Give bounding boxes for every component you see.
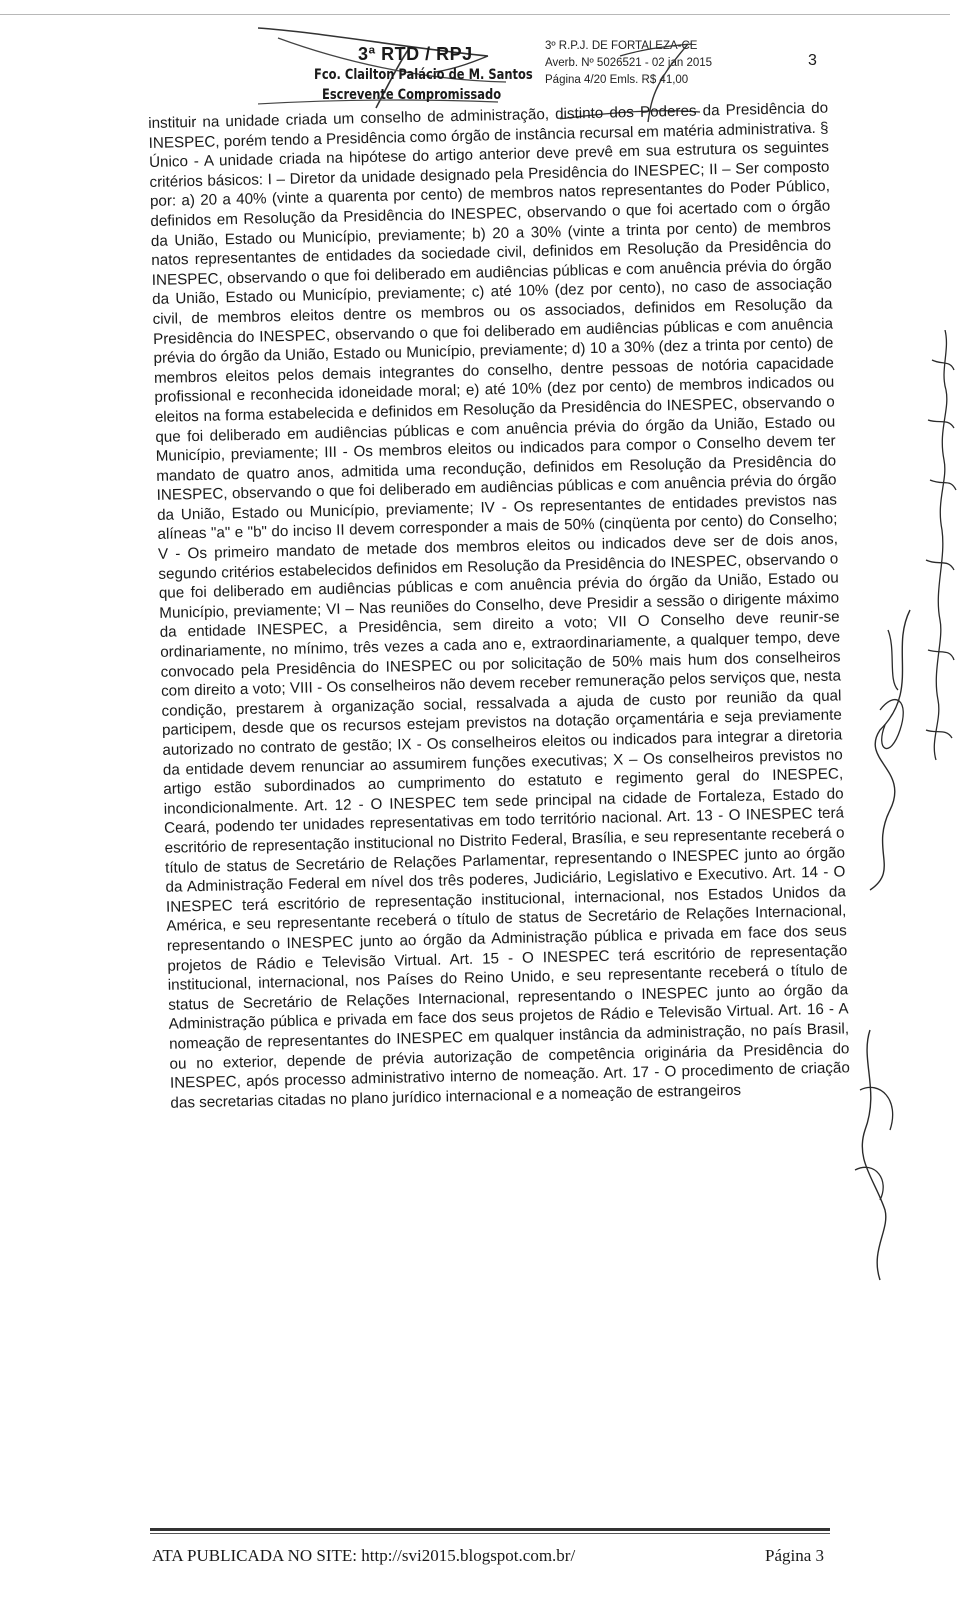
registry-stamp-line: 3º R.P.J. DE FORTALEZA-CE bbox=[545, 40, 698, 52]
footer-rule-thin bbox=[150, 1533, 830, 1534]
top-rule bbox=[0, 14, 950, 15]
stamp-title: 3ª RTD / RPJ bbox=[358, 44, 473, 64]
registry-stamp-line: Averb. Nº 5026521 - 02 jan 2015 bbox=[545, 57, 713, 69]
footer-rule bbox=[150, 1528, 830, 1531]
stamp-clerk-name: Fco. Clailton Palácio de M. Santos bbox=[314, 67, 533, 83]
footer-page-number: Página 3 bbox=[765, 1546, 825, 1565]
margin-signatures bbox=[850, 330, 971, 1330]
document-body-text: instituir na unidade criada um conselho de administração, distinto dos Poderes da Presidência do INESPEC, porém tendo a Presidência como órgão de instância recursal em matéria administrativa. § Único - A unidade criada na hipótese do artigo anterior deve prevê em sua estrutura os seguintes critérios básicos: I – Diretor da unidade designado pela Presidência do INESPEC; II – Ser composto por: a) 20 a 40% (vinte a quarenta por cento) de membros natos representantes do Poder Público, definidos em Resolução da Presidência do INESPEC, observando o que foi acertado com o órgão da União, Estado ou Município, previamente; b) 20 a 30% (vinte a trinta por cento) de membros natos representantes de entidades da sociedade civil, definidos em Resolução da Presidência do INESPEC, observando o que foi deliberado em audiências públicas e com anuência prévia do órgão da União, Estado ou Município, previamente; c) até 10% (dez por cento), no caso de associação civil, de membros eleitos dentre os membros ou os associados, definidos em Resolução da Presidência do INESPEC, observando o que foi deliberado em audiências públicas e com anuência prévia do órgão da União, Estado ou Município, previamente; d) 10 a 30% (dez a trinta por cento) de membros eleitos pelos demais integrantes do conselho, dentre pessoas de notória capacidade profissional e reconhecida idoneidade moral; e) até 10% (dez por cento) de membros indicados ou eleitos na forma estabelecida e definidos em Resolução da Presidência do INESPEC, observando o que foi deliberado em audiências públicas e com anuência prévia do órgão da União, Estado ou Município, previamente; III - Os membros eleitos ou indicados para compor o Conselho devem ter mandato de quatro anos, admitida uma recondução, definidos em Resolução da Presidência do INESPEC, observando o que foi deliberado em audiências públicas e com anuência prévia do órgão da União, Estado ou Município, previamente; IV - Os representantes de entidades previstos nas alíneas "a" e "b" do inciso II devem corresponder a mais de 50% (cinqüenta por cento) do Conselho; V - Os primeiro mandato de metade dos membros eleitos ou indicados deve ser de dois anos, segundo critérios estabelecidos definidos em Resolução da Presidência do INESPEC, observando o que foi deliberado em audiências públicas e com anuência prévia do órgão da União, Estado ou Município, previamente; VI – Nas reuniões do Conselho, deve Presidir a sessão o dirigente máximo da entidade INESPEC, a Presidência, sem direito a voto; VII O Conselho deve reunir-se ordinariamente, no mínimo, três vezes a cada ano e, extraordinariamente, a qualquer tempo, deve convocado pela Presidência do INESPEC ou por solicitação de 50% mais hum dos conselheiros com direito a voto; VIII - Os conselheiros não devem receber remuneração pelos serviços que, nesta condição, prestarem à organização social, ressalvada a ajuda de custo por reunião da qual participem, desde que os recursos estejam previstos na dotação orçamentária e seja previamente autorizado no contrato de gestão; IX - Os conselheiros eleitos ou indicados para integrar a diretoria da entidade devem renunciar ao assumirem funções executivas; X – Os conselheiros previstos no artigo estão subordinados ao cumprimento do estatuto e regimento geral do INESPEC, incondicionalmente. Art. 12 - O INESPEC tem sede principal na cidade de Fortaleza, Estado do Ceará, podendo ter unidades representativas em todo território nacional. Art. 13 - O INESPEC terá escritório de representação institucional no Distrito Federal, Brasília, e seu representante receberá o título de status de Secretário de Relações Parlamentar, representando o INESPEC junto ao órgão da Administração Federal em nível dos três poderes, Judiciário, Legislativo e Executivo. Art. 14 - O INESPEC terá escritório de representação institucional, internacional, nos Estados Unidos da América, e seu representante receberá o título de status de Secretário de Relações Internacional, representando o INESPEC junto ao órgão da Administração pública e privada em face dos seus projetos de Rádio e Televisão Virtual. Art. 15 - O INESPEC terá escritório de representação institucional, internacional, nos Países do Reino Unido, e seu representante receberá o título de status de Secretário de Relações Internacional, representando o INESPEC junto ao órgão da Administração pública e privada em face dos seus projetos de Rádio e Televisão Virtual. Art. 16 - A nomeação de representantes do INESPEC em qualquer instância da administração, no país Brasil, ou no exterior, depende de prévia autorização de competência originária da Presidência do INESPEC, após processo administrativo interno de nomeação. Art. 17 - O procedimento de criação das secretarias citadas no plano jurídico internacional e a nomeação de estrangeiros bbox=[148, 99, 851, 1112]
stamp-clerk-role: Escrevente Compromissado bbox=[322, 87, 502, 103]
registry-stamp-line: Página 4/20 Emls. R$ 41,00 bbox=[545, 74, 689, 86]
footer-site: ATA PUBLICADA NO SITE: http://svi2015.blogspot.com.br/ bbox=[152, 1546, 576, 1565]
page-number: 3 bbox=[808, 52, 817, 69]
